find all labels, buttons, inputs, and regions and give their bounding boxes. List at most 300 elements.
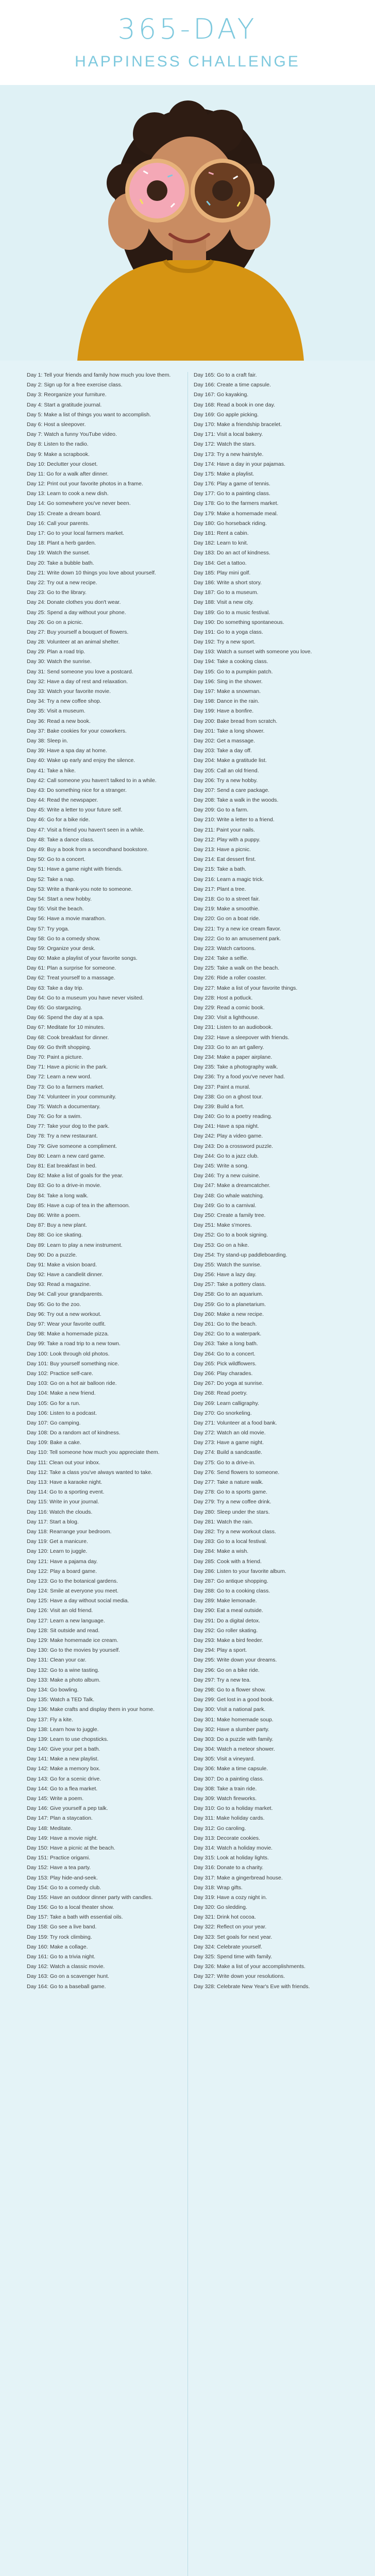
day-item: Day 191: Go to a yoga class. — [194, 629, 263, 635]
day-item: Day 77: Take your dog to the park. — [27, 1123, 110, 1130]
day-item: Day 14: Go somewhere you've never been. — [27, 500, 131, 507]
day-item: Day 53: Write a thank-you note to someone. — [27, 886, 133, 892]
day-item: Day 129: Make homemade ice cream. — [27, 1637, 118, 1643]
day-item: Day 281: Watch the rain. — [194, 1518, 253, 1525]
day-item: Day 256: Have a lazy day. — [194, 1272, 257, 1278]
day-item: Day 62: Treat yourself to a massage. — [27, 975, 115, 981]
day-item: Day 225: Take a walk on the beach. — [194, 965, 280, 972]
challenge-list — [27, 372, 348, 2576]
day-item: Day 261: Go to the beach. — [194, 1321, 257, 1327]
day-item: Day 265: Pick wildflowers. — [194, 1360, 257, 1367]
day-item: Day 207: Send a care package. — [194, 787, 270, 793]
day-item: Day 309: Watch fireworks. — [194, 1795, 257, 1802]
day-item: Day 28: Volunteer at an animal shelter. — [27, 639, 120, 646]
day-item: Day 272: Watch an old movie. — [194, 1430, 266, 1436]
day-item: Day 213: Have a picnic. — [194, 846, 251, 853]
day-item: Day 200: Bake bread from scratch. — [194, 718, 278, 724]
day-item: Day 321: Drink hot cocoa. — [194, 1914, 256, 1921]
day-item: Day 1: Tell your friends and family how much you love them. — [27, 372, 171, 378]
day-item: Day 54: Start a new hobby. — [27, 895, 92, 902]
day-item: Day 12: Print out your favorite photos in a frame. — [27, 481, 143, 487]
day-item: Day 117: Start a blog. — [27, 1518, 79, 1525]
day-item: Day 73: Go to a farmers market. — [27, 1083, 104, 1090]
day-item: Day 15: Create a dream board. — [27, 510, 101, 517]
day-item: Day 30: Watch the sunrise. — [27, 658, 92, 665]
day-item: Day 107: Go camping. — [27, 1419, 81, 1426]
day-item: Day 87: Buy a new plant. — [27, 1222, 87, 1229]
day-item: Day 217: Plant a tree. — [194, 886, 246, 892]
day-item: Day 209: Go to a farm. — [194, 807, 249, 814]
day-item: Day 20: Take a bubble bath. — [27, 560, 94, 566]
day-item: Day 288: Go to a cooking class. — [194, 1588, 270, 1595]
day-item: Day 7: Watch a funny YouTube video. — [27, 431, 117, 438]
day-item: Day 113: Have a karaoke night. — [27, 1479, 103, 1485]
day-item: Day 17: Go to your local farmers market. — [27, 530, 125, 536]
day-item: Day 304: Watch a meteor shower. — [194, 1746, 275, 1753]
day-item: Day 146: Give yourself a pep talk. — [27, 1805, 108, 1812]
day-item: Day 236: Try a food you've never had. — [194, 1074, 285, 1080]
day-item: Day 126: Visit an old friend. — [27, 1607, 93, 1614]
day-item: Day 286: Listen to your favorite album. — [194, 1568, 286, 1574]
day-item: Day 80: Learn a new card game. — [27, 1153, 106, 1159]
day-item: Day 264: Go to a concert. — [194, 1350, 255, 1357]
day-item: Day 251: Make s'mores. — [194, 1222, 252, 1229]
day-item: Day 255: Watch the sunrise. — [194, 1261, 262, 1268]
day-item: Day 41: Take a hike. — [27, 767, 76, 774]
day-item: Day 231: Listen to an audiobook. — [194, 1024, 273, 1031]
day-item: Day 284: Make a wish. — [194, 1548, 249, 1555]
day-item: Day 289: Make lemonade. — [194, 1598, 257, 1604]
day-item: Day 132: Go to a wine tasting. — [27, 1667, 99, 1673]
day-item: Day 314: Watch a holiday movie. — [194, 1844, 273, 1851]
day-item: Day 195: Go to a pumpkin patch. — [194, 668, 273, 675]
day-item: Day 154: Go to a comedy club. — [27, 1884, 101, 1891]
day-item: Day 120: Learn to juggle. — [27, 1548, 88, 1555]
day-item: Day 114: Go to a sporting event. — [27, 1489, 105, 1496]
day-item: Day 290: Eat a meal outside. — [194, 1607, 263, 1614]
day-item: Day 95: Go to the zoo. — [27, 1301, 81, 1308]
day-item: Day 19: Watch the sunset. — [27, 550, 90, 556]
day-item: Day 67: Meditate for 10 minutes. — [27, 1024, 105, 1031]
day-item: Day 101: Buy yourself something nice. — [27, 1360, 120, 1367]
day-item: Day 196: Sing in the shower. — [194, 678, 263, 685]
day-item: Day 147: Plan a staycation. — [27, 1815, 93, 1822]
day-item: Day 136: Make crafts and display them in your home. — [27, 1706, 155, 1713]
day-item: Day 262: Go to a waterpark. — [194, 1331, 262, 1337]
day-item: Day 271: Volunteer at a food bank. — [194, 1419, 277, 1426]
day-item: Day 295: Write down your dreams. — [194, 1657, 277, 1664]
day-item: Day 303: Do a puzzle with family. — [194, 1736, 274, 1742]
day-item: Day 220: Go on a boat ride. — [194, 916, 260, 922]
day-item: Day 250: Create a family tree. — [194, 1212, 266, 1218]
day-item: Day 325: Spend time with family. — [194, 1954, 272, 1960]
day-item: Day 96: Try out a new workout. — [27, 1311, 101, 1317]
day-item: Day 282: Try a new workout class. — [194, 1528, 276, 1535]
day-item: Day 138: Learn how to juggle. — [27, 1726, 99, 1733]
day-item: Day 149: Have a movie night. — [27, 1835, 98, 1841]
day-item: Day 214: Eat dessert first. — [194, 856, 256, 863]
day-item: Day 228: Host a potluck. — [194, 994, 253, 1001]
page-title: 365-DAY — [117, 13, 258, 45]
days-column-right — [194, 372, 348, 1993]
day-item: Day 66: Spend the day at a spa. — [27, 1014, 105, 1021]
day-item: Day 280: Sleep under the stars. — [194, 1509, 270, 1515]
day-item: Day 198: Dance in the rain. — [194, 698, 260, 705]
day-item: Day 153: Play hide-and-seek. — [27, 1874, 98, 1881]
day-item: Day 91: Make a vision board. — [27, 1261, 97, 1268]
day-item: Day 37: Bake cookies for your coworkers. — [27, 727, 127, 734]
day-item: Day 102: Practice self-care. — [27, 1370, 93, 1377]
day-item: Day 36: Read a new book. — [27, 718, 91, 724]
day-item: Day 142: Make a memory box. — [27, 1766, 100, 1772]
day-item: Day 89: Learn to play a new instrument. — [27, 1242, 123, 1248]
day-item: Day 74: Volunteer in your community. — [27, 1093, 116, 1100]
day-item: Day 279: Try a new coffee drink. — [194, 1499, 271, 1505]
day-item: Day 190: Do something spontaneous. — [194, 619, 284, 625]
day-item: Day 144: Go to a flea market. — [27, 1785, 98, 1792]
day-item: Day 150: Have a picnic at the beach. — [27, 1844, 115, 1851]
day-item: Day 253: Go on a hike. — [194, 1242, 249, 1248]
day-item: Day 139: Learn to use chopsticks. — [27, 1736, 109, 1742]
day-item: Day 266: Play charades. — [194, 1370, 253, 1377]
day-item: Day 218: Go to a street fair. — [194, 895, 260, 902]
day-item: Day 206: Try a new hobby. — [194, 777, 258, 784]
day-item: Day 121: Have a pajama day. — [27, 1558, 98, 1565]
day-item: Day 169: Go apple picking. — [194, 411, 259, 418]
day-item: Day 205: Call an old friend. — [194, 767, 259, 774]
day-item: Day 131: Clean your car. — [27, 1657, 87, 1664]
day-item: Day 151: Practice origami. — [27, 1855, 91, 1861]
day-item: Day 210: Write a letter to a friend. — [194, 817, 275, 823]
day-item: Day 202: Get a massage. — [194, 737, 255, 744]
day-item: Day 27: Buy yourself a bouquet of flowers. — [27, 629, 129, 635]
day-item: Day 179: Make a homemade meal. — [194, 510, 278, 517]
day-item: Day 238: Go on a ghost tour. — [194, 1093, 263, 1100]
day-item: Day 103: Go on a hot air balloon ride. — [27, 1380, 117, 1387]
day-item: Day 188: Visit a new city. — [194, 599, 254, 606]
day-item: Day 116: Watch the clouds. — [27, 1509, 93, 1515]
day-item: Day 79: Give someone a compliment. — [27, 1143, 117, 1149]
day-item: Day 108: Do a random act of kindness. — [27, 1430, 121, 1436]
day-item: Day 72: Learn a new word. — [27, 1074, 92, 1080]
day-item: Day 185: Play mini golf. — [194, 569, 251, 576]
day-item: Day 184: Get a tattoo. — [194, 560, 247, 566]
day-item: Day 130: Go to the movies by yourself. — [27, 1647, 120, 1654]
day-item: Day 49: Buy a book from a secondhand bookstore. — [27, 846, 149, 853]
day-item: Day 226: Ride a roller coaster. — [194, 975, 267, 981]
day-item: Day 109: Bake a cake. — [27, 1439, 81, 1446]
day-item: Day 57: Try yoga. — [27, 925, 70, 932]
day-item: Day 75: Watch a documentary. — [27, 1103, 100, 1110]
day-item: Day 86: Write a poem. — [27, 1212, 81, 1218]
day-item: Day 92: Have a candlelit dinner. — [27, 1272, 104, 1278]
day-item: Day 270: Go snorkeling. — [194, 1410, 252, 1416]
day-item: Day 320: Go sledding. — [194, 1904, 247, 1911]
day-item: Day 52: Take a nap. — [27, 876, 75, 883]
day-item: Day 177: Go to a painting class. — [194, 490, 270, 497]
day-item: Day 135: Watch a TED Talk. — [27, 1697, 95, 1703]
day-item: Day 254: Try stand-up paddleboarding. — [194, 1251, 287, 1258]
day-item: Day 183: Do an act of kindness. — [194, 550, 270, 556]
day-item: Day 148: Meditate. — [27, 1825, 73, 1832]
day-item: Day 94: Call your grandparents. — [27, 1291, 104, 1298]
day-item: Day 124: Smile at everyone you meet. — [27, 1588, 119, 1595]
day-item: Day 249: Go to a carnival. — [194, 1202, 257, 1209]
day-item: Day 115: Write in your journal. — [27, 1499, 99, 1505]
day-item: Day 233: Go to an art gallery. — [194, 1044, 264, 1050]
day-item: Day 29: Plan a road trip. — [27, 649, 86, 655]
day-item: Day 161: Go to a trivia night. — [27, 1954, 96, 1960]
day-item: Day 122: Play a board game. — [27, 1568, 97, 1574]
day-item: Day 71: Have a picnic in the park. — [27, 1064, 108, 1071]
hero-photo — [0, 85, 375, 361]
day-item: Day 137: Fly a kite. — [27, 1716, 73, 1723]
day-item: Day 189: Go to a music festival. — [194, 609, 270, 616]
day-item: Day 60: Make a playlist of your favorite songs. — [27, 955, 138, 962]
day-item: Day 258: Go to an aquarium. — [194, 1291, 263, 1298]
day-item: Day 260: Make a new recipe. — [194, 1311, 264, 1317]
day-item: Day 98: Make a homemade pizza. — [27, 1331, 109, 1337]
day-item: Day 299: Get lost in a good book. — [194, 1697, 274, 1703]
day-item: Day 175: Make a playlist. — [194, 470, 254, 477]
day-item: Day 176: Play a game of tennis. — [194, 481, 270, 487]
day-item: Day 241: Have a spa night. — [194, 1123, 259, 1130]
day-item: Day 63: Take a day trip. — [27, 985, 84, 991]
day-item: Day 318: Wrap gifts. — [194, 1884, 243, 1891]
day-item: Day 269: Learn calligraphy. — [194, 1400, 260, 1406]
day-item: Day 119: Get a manicure. — [27, 1538, 88, 1545]
day-item: Day 319: Have a cozy night in. — [194, 1894, 267, 1901]
day-item: Day 230: Visit a lighthouse. — [194, 1014, 260, 1021]
day-item: Day 227: Make a list of your favorite things. — [194, 985, 298, 991]
day-item: Day 18: Plant a herb garden. — [27, 540, 96, 547]
days-column-left — [27, 372, 181, 1993]
day-item: Day 143: Go for a scenic drive. — [27, 1775, 101, 1782]
day-item: Day 243: Do a crossword puzzle. — [194, 1143, 274, 1149]
day-item: Day 317: Make a gingerbread house. — [194, 1874, 283, 1881]
day-item: Day 201: Take a long shower. — [194, 727, 265, 734]
day-item: Day 42: Call someone you haven't talked to in a while. — [27, 777, 157, 784]
day-item: Day 10: Declutter your closet. — [27, 461, 98, 467]
page-subtitle: HAPPINESS CHALLENGE — [75, 53, 300, 70]
day-item: Day 239: Build a fort. — [194, 1103, 245, 1110]
day-item: Day 111: Clean out your inbox. — [27, 1459, 100, 1466]
day-item: Day 247: Make a dreamcatcher. — [194, 1182, 270, 1189]
day-item: Day 242: Play a video game. — [194, 1133, 263, 1140]
day-item: Day 263: Take a long bath. — [194, 1341, 258, 1347]
day-item: Day 2: Sign up for a free exercise class. — [27, 382, 123, 388]
day-item: Day 155: Have an outdoor dinner party with candles. — [27, 1894, 153, 1901]
day-item: Day 208: Take a walk in the woods. — [194, 797, 279, 804]
day-item: Day 302: Have a slumber party. — [194, 1726, 269, 1733]
day-item: Day 58: Go to a comedy show. — [27, 935, 100, 942]
day-item: Day 44: Read the newspaper. — [27, 797, 98, 804]
day-item: Day 82: Make a list of goals for the year. — [27, 1173, 124, 1179]
day-item: Day 43: Do something nice for a stranger. — [27, 787, 127, 793]
day-item: Day 59: Organize your desk. — [27, 945, 96, 952]
day-item: Day 294: Play a sport. — [194, 1647, 247, 1654]
day-item: Day 219: Make a smoothie. — [194, 906, 260, 912]
day-item: Day 33: Watch your favorite movie. — [27, 688, 111, 694]
day-item: Day 25: Spend a day without your phone. — [27, 609, 126, 616]
day-item: Day 283: Go to a local festival. — [194, 1538, 267, 1545]
day-item: Day 274: Build a sandcastle. — [194, 1449, 263, 1456]
day-item: Day 9: Make a scrapbook. — [27, 451, 90, 457]
day-item: Day 216: Learn a magic trick. — [194, 876, 264, 883]
day-item: Day 90: Do a puzzle. — [27, 1251, 77, 1258]
day-item: Day 186: Write a short story. — [194, 579, 262, 586]
day-item: Day 245: Write a song. — [194, 1163, 249, 1169]
day-item: Day 301: Make homemade soup. — [194, 1716, 274, 1723]
day-item: Day 165: Go to a craft fair. — [194, 372, 257, 378]
day-item: Day 192: Try a new sport. — [194, 639, 255, 646]
day-item: Day 229: Read a comic book. — [194, 1005, 265, 1011]
day-item: Day 293: Make a bird feeder. — [194, 1637, 263, 1643]
day-item: Day 204: Make a gratitude list. — [194, 757, 267, 764]
day-item: Day 248: Go whale watching. — [194, 1192, 264, 1199]
day-item: Day 104: Make a new friend. — [27, 1390, 96, 1397]
day-item: Day 106: Listen to a podcast. — [27, 1410, 97, 1416]
day-item: Day 273: Have a game night. — [194, 1439, 264, 1446]
day-item: Day 76: Go for a swim. — [27, 1113, 82, 1120]
day-item: Day 171: Visit a local bakery. — [194, 431, 263, 438]
day-item: Day 307: Do a painting class. — [194, 1775, 264, 1782]
day-item: Day 127: Learn a new language. — [27, 1617, 105, 1624]
day-item: Day 69: Go thrift shopping. — [27, 1044, 91, 1050]
day-item: Day 51: Have a game night with friends. — [27, 866, 123, 873]
column-divider — [187, 372, 188, 2576]
day-item: Day 306: Make a time capsule. — [194, 1766, 268, 1772]
day-item: Day 112: Take a class you've always wanted to take. — [27, 1469, 152, 1476]
day-item: Day 24: Donate clothes you don't wear. — [27, 599, 121, 606]
day-item: Day 123: Go to the botanical gardens. — [27, 1578, 118, 1584]
day-item: Day 110: Tell someone how much you appreciate them. — [27, 1449, 160, 1456]
day-item: Day 48: Take a dance class. — [27, 836, 95, 843]
day-item: Day 13: Learn to cook a new dish. — [27, 490, 109, 497]
day-item: Day 167: Go kayaking. — [194, 392, 249, 398]
day-item: Day 31: Send someone you love a postcard. — [27, 668, 133, 675]
day-item: Day 187: Go to a museum. — [194, 589, 259, 596]
day-item: Day 157: Take a bath with essential oils. — [27, 1914, 123, 1921]
day-item: Day 277: Take a nature walk. — [194, 1479, 264, 1485]
day-item: Day 237: Paint a mural. — [194, 1083, 250, 1090]
day-item: Day 199: Have a bonfire. — [194, 708, 254, 715]
day-item: Day 166: Create a time capsule. — [194, 382, 271, 388]
day-item: Day 118: Rearrange your bedroom. — [27, 1528, 112, 1535]
day-item: Day 46: Go for a bike ride. — [27, 817, 90, 823]
day-item: Day 275: Go to a drive-in. — [194, 1459, 255, 1466]
day-item: Day 300: Visit a national park. — [194, 1706, 266, 1713]
day-item: Day 244: Go to a jazz club. — [194, 1153, 259, 1159]
day-item: Day 257: Take a pottery class. — [194, 1281, 266, 1288]
day-item: Day 26: Go on a picnic. — [27, 619, 83, 625]
day-item: Day 180: Go horseback riding. — [194, 520, 267, 527]
day-item: Day 316: Donate to a charity. — [194, 1865, 264, 1871]
day-item: Day 50: Go to a concert. — [27, 856, 86, 863]
day-item: Day 56: Have a movie marathon. — [27, 916, 106, 922]
day-item: Day 159: Try rock climbing. — [27, 1934, 92, 1940]
day-item: Day 172: Watch the stars. — [194, 441, 256, 448]
day-item: Day 16: Call your parents. — [27, 520, 90, 527]
day-item: Day 315: Look at holiday lights. — [194, 1855, 269, 1861]
day-item: Day 88: Go ice skating. — [27, 1232, 83, 1239]
day-item: Day 194: Take a cooking class. — [194, 658, 268, 665]
day-item: Day 310: Go to a holiday market. — [194, 1805, 273, 1812]
day-item: Day 78: Try a new restaurant. — [27, 1133, 98, 1140]
day-item: Day 221: Try a new ice cream flavor. — [194, 925, 281, 932]
day-item: Day 21: Write down 10 things you love about yourself. — [27, 569, 156, 576]
day-item: Day 297: Try a new tea. — [194, 1676, 251, 1683]
day-item: Day 203: Take a day off. — [194, 748, 252, 754]
day-item: Day 5: Make a list of things you want to accomplish. — [27, 411, 151, 418]
day-item: Day 326: Make a list of your accomplishments. — [194, 1963, 306, 1970]
day-item: Day 38: Sleep in. — [27, 737, 68, 744]
day-item: Day 224: Take a selfie. — [194, 955, 249, 962]
day-item: Day 152: Have a tea party. — [27, 1865, 91, 1871]
day-item: Day 128: Sit outside and read. — [27, 1627, 100, 1634]
day-item: Day 168: Read a book in one day. — [194, 401, 275, 408]
day-item: Day 23: Go to the library. — [27, 589, 87, 596]
header — [0, 0, 375, 361]
day-item: Day 140: Give your pet a bath. — [27, 1746, 100, 1753]
day-item: Day 328: Celebrate New Year's Eve with friends. — [194, 1983, 310, 1990]
day-item: Day 178: Go to the farmers market. — [194, 500, 279, 507]
day-item: Day 125: Have a day without social media. — [27, 1598, 129, 1604]
day-item: Day 296: Go on a bike ride. — [194, 1667, 260, 1673]
day-item: Day 6: Host a sleepover. — [27, 421, 86, 428]
day-item: Day 259: Go to a planetarium. — [194, 1301, 266, 1308]
day-item: Day 163: Go on a scavenger hunt. — [27, 1973, 109, 1980]
day-item: Day 34: Try a new coffee shop. — [27, 698, 101, 705]
day-item: Day 278: Go to a sports game. — [194, 1489, 267, 1496]
day-item: Day 323: Set goals for next year. — [194, 1934, 272, 1940]
day-item: Day 252: Go to a book signing. — [194, 1232, 268, 1239]
day-item: Day 313: Decorate cookies. — [194, 1835, 260, 1841]
day-item: Day 308: Take a train ride. — [194, 1785, 257, 1792]
day-item: Day 327: Write down your resolutions. — [194, 1973, 285, 1980]
day-item: Day 141: Make a new playlist. — [27, 1756, 99, 1762]
day-item: Day 223: Watch cartoons. — [194, 945, 256, 952]
day-item: Day 193: Watch a sunset with someone you love. — [194, 649, 312, 655]
day-item: Day 197: Make a snowman. — [194, 688, 261, 694]
day-item: Day 8: Listen to the radio. — [27, 441, 89, 448]
day-item: Day 215: Take a bath. — [194, 866, 246, 873]
day-item: Day 81: Eat breakfast in bed. — [27, 1163, 97, 1169]
day-item: Day 156: Go to a local theater show. — [27, 1904, 114, 1911]
day-item: Day 212: Play with a puppy. — [194, 836, 261, 843]
day-item: Day 105: Go for a run. — [27, 1400, 80, 1406]
day-item: Day 83: Go to a drive-in movie. — [27, 1182, 101, 1189]
day-item: Day 11: Go for a walk after dinner. — [27, 470, 109, 477]
day-item: Day 311: Make holiday cards. — [194, 1815, 265, 1822]
day-item: Day 232: Have a sleepover with friends. — [194, 1034, 289, 1041]
day-item: Day 322: Reflect on your year. — [194, 1924, 267, 1930]
day-item: Day 211: Paint your nails. — [194, 826, 255, 833]
day-item: Day 22: Try out a new recipe. — [27, 579, 97, 586]
day-item: Day 181: Rent a cabin. — [194, 530, 249, 536]
day-item: Day 160: Make a collage. — [27, 1943, 88, 1950]
day-item: Day 100: Look through old photos. — [27, 1350, 110, 1357]
day-item: Day 3: Reorganize your furniture. — [27, 392, 107, 398]
day-item: Day 47: Visit a friend you haven't seen in a while. — [27, 826, 145, 833]
day-item: Day 97: Wear your favorite outfit. — [27, 1321, 106, 1327]
day-item: Day 93: Read a magazine. — [27, 1281, 91, 1288]
day-item: Day 291: Do a digital detox. — [194, 1617, 260, 1624]
day-item: Day 170: Make a friendship bracelet. — [194, 421, 282, 428]
day-item: Day 68: Cook breakfast for dinner. — [27, 1034, 109, 1041]
day-item: Day 32: Have a day of rest and relaxation. — [27, 678, 128, 685]
day-item: Day 324: Celebrate yourself. — [194, 1943, 263, 1950]
